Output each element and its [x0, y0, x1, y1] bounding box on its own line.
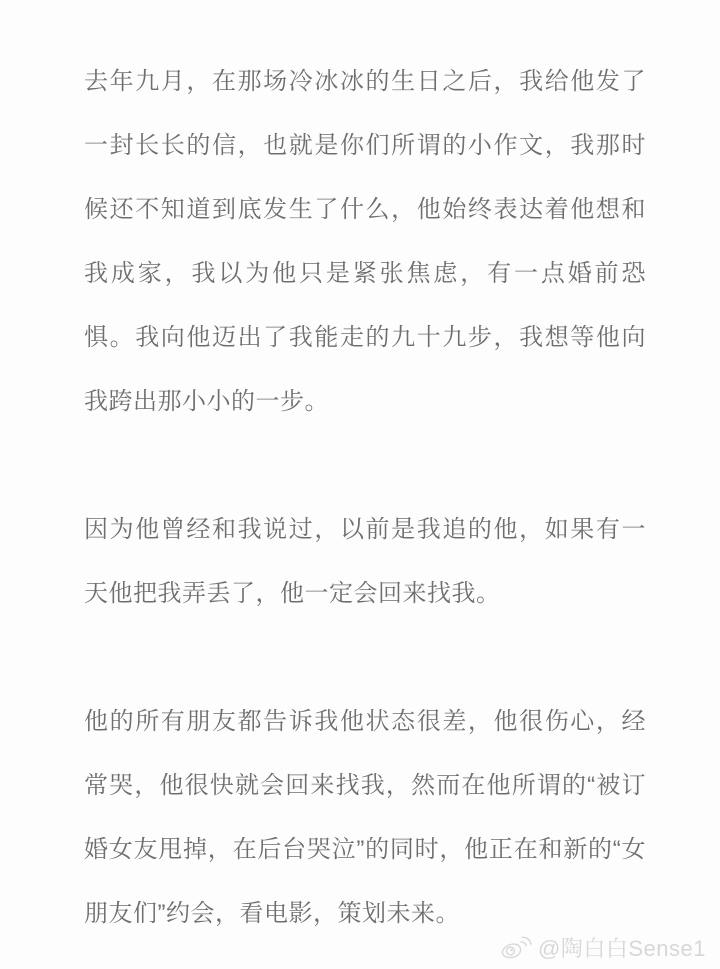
- post-body: [84, 50, 646, 946]
- weibo-icon: [499, 934, 533, 962]
- watermark-handle: @陶白白Sense1: [538, 936, 706, 961]
- watermark: [499, 932, 706, 963]
- paragraph-2: 因为他曾经和我说过，以前是我追的他，如果有一天他把我弄丢了，他一定会回来找我。: [84, 516, 646, 607]
- paragraph-3: 他的所有朋友都告诉我他状态很差，他很伤心，经常哭，他很快就会回来找我，然而在他所谓的“被订婚女友甩掉，在后台哭泣”的同时，他正在和新的“女朋友们”约会，看电影，策划未来。: [84, 708, 646, 927]
- paragraph-1: 去年九月，在那场冷冰冰的生日之后，我给他发了一封长长的信，也就是你们所谓的小作文，我那时候还不知道到底发生了什么，他始终表达着他想和我成家，我以为他只是紧张焦虑，有一点婚前恐惧。我向他迈出了我能走的九十九步，我想等他向我跨出那小小的一步。: [84, 68, 646, 415]
